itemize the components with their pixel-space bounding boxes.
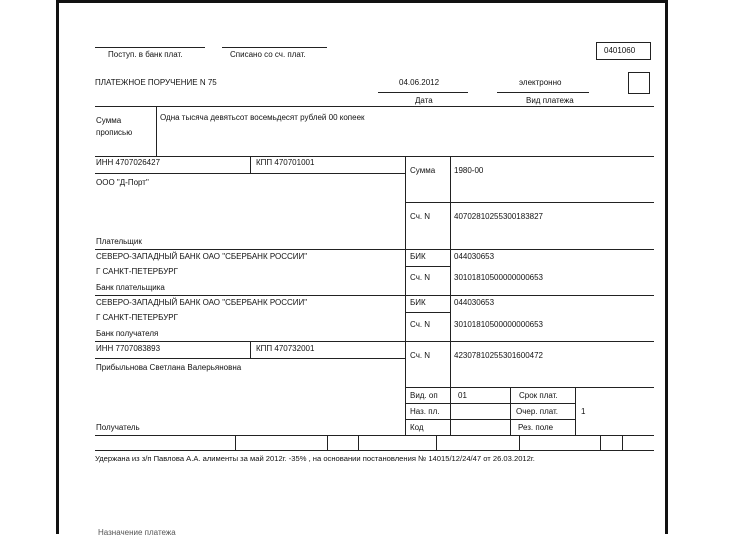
debited-line	[222, 47, 327, 48]
tax-cell-divider	[436, 435, 437, 450]
payer-kpp: КПП 470701001	[256, 158, 315, 167]
payer-label: Плательщик	[96, 237, 142, 246]
payee-bank-city: Г САНКТ-ПЕТЕРБУРГ	[96, 313, 178, 322]
rule-tax-bottom	[95, 450, 654, 451]
rule-payee-bik-bottom	[405, 312, 450, 313]
tax-cell-divider	[358, 435, 359, 450]
debited-label: Списано со сч. плат.	[230, 50, 306, 59]
order-title: ПЛАТЕЖНОЕ ПОРУЧЕНИЕ N 75	[95, 78, 217, 87]
rule-payer-bank-bottom	[95, 295, 654, 296]
payment-type-line	[497, 92, 589, 93]
received-line	[95, 47, 205, 48]
tax-cell-divider	[600, 435, 601, 450]
payment-type: электронно	[519, 78, 562, 87]
payee-bik-label: БИК	[410, 298, 426, 307]
amount-words-label-2: прописью	[96, 128, 133, 137]
payment-type-label: Вид платежа	[526, 96, 574, 105]
sum-value: 1980-00	[454, 166, 484, 175]
rule-words-top	[95, 106, 654, 107]
tax-cell-divider	[519, 435, 520, 450]
received-label: Поступ. в банк плат.	[108, 50, 183, 59]
tax-cell-divider	[622, 435, 623, 450]
rule-codes-top	[405, 387, 654, 388]
payer-account-label: Сч. N	[410, 212, 431, 221]
kod-label: Код	[410, 423, 424, 432]
rule-codes-right	[575, 387, 576, 435]
ocher-value: 1	[581, 407, 586, 416]
payer-account: 40702810255300183827	[454, 212, 543, 221]
payee-bank-label: Банк получателя	[96, 329, 159, 338]
rule-inn-kpp-divider	[250, 156, 251, 173]
payee-account-label: Сч. N	[410, 351, 431, 360]
payer-inn: ИНН 4707026427	[96, 158, 161, 167]
payer-bank-name: СЕВЕРО-ЗАПАДНЫЙ БАНК ОАО "СБЕРБАНК РОССИИ"	[96, 252, 308, 261]
payee-kpp: КПП 470732001	[256, 344, 315, 353]
payer-bik-label: БИК	[410, 252, 426, 261]
rule-inn-top	[95, 156, 654, 157]
payer-name: ООО "Д-Порт"	[96, 178, 149, 187]
rule-tax-top	[95, 435, 654, 436]
payee-corr-label: Сч. N	[410, 320, 431, 329]
rule-codes-row1	[405, 403, 575, 404]
date-line	[378, 92, 468, 93]
rule-payer-bik-bottom	[405, 266, 450, 267]
rule-inn-bottom	[95, 173, 405, 174]
payee-bank-name: СЕВЕРО-ЗАПАДНЫЙ БАНК ОАО "СБЕРБАНК РОССИИ"	[96, 298, 308, 307]
order-date: 04.06.2012	[399, 78, 440, 87]
sum-label: Сумма	[410, 166, 436, 175]
payee-account: 42307810255301600472	[454, 351, 543, 360]
form-code: 0401060	[604, 46, 636, 55]
payee-corr-account: 30101810500000000653	[454, 320, 543, 329]
payee-bik: 044030653	[454, 298, 495, 307]
vid-op-value: 01	[458, 391, 467, 400]
payee-label: Получатель	[96, 423, 140, 432]
payer-corr-account: 30101810500000000653	[454, 273, 543, 282]
amount-words-label-1: Сумма	[96, 116, 122, 125]
vid-op-label: Вид. оп	[410, 391, 438, 400]
rule-payee-bank-bottom	[95, 341, 654, 342]
tax-cell-divider	[327, 435, 328, 450]
payer-bik: 044030653	[454, 252, 495, 261]
rule-words-divider	[156, 106, 157, 156]
ocher-label: Очер. плат.	[516, 407, 559, 416]
rule-payer-bottom	[95, 249, 654, 250]
naz-pl-label: Наз. пл.	[410, 407, 440, 416]
payer-bank-label: Банк плательщика	[96, 283, 165, 292]
rule-payee-inn-kpp-divider	[250, 341, 251, 358]
payee-name: Прибыльнова Светлана Валерьяновна	[96, 363, 242, 372]
rule-payee-inn-bottom	[95, 358, 405, 359]
rule-sum-bottom	[405, 202, 654, 203]
status-box	[628, 72, 650, 94]
srok-label: Срок плат.	[519, 391, 558, 400]
date-label: Дата	[415, 96, 433, 105]
payer-bank-city: Г САНКТ-ПЕТЕРБУРГ	[96, 267, 178, 276]
purpose-heading-partial: Назначение платежа	[98, 528, 176, 537]
amount-words-value: Одна тысяча девятьсот восемьдесят рублей 00 копеек	[160, 113, 365, 122]
payee-inn: ИНН 7707083893	[96, 344, 161, 353]
rule-codes-mid	[510, 387, 511, 435]
rule-codes-row2	[405, 419, 575, 420]
res-label: Рез. поле	[518, 423, 554, 432]
tax-cell-divider	[235, 435, 236, 450]
payment-purpose: Удержана из з/п Павлова А.А. алименты за май 2012г. -35% , на основании постановления № 14015/12/24/47 от 26.03.2012г.	[95, 454, 535, 463]
payer-corr-label: Сч. N	[410, 273, 431, 282]
